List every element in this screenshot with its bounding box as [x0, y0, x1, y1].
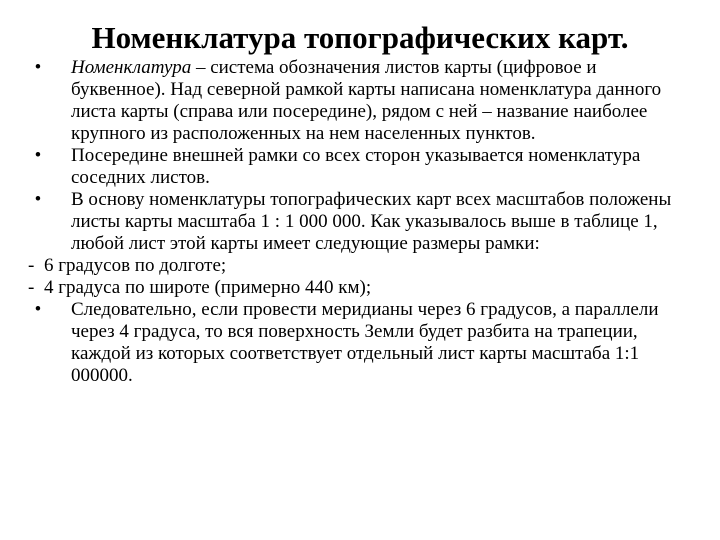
dash-text: 4 градуса по широте (примерно 440 км);: [44, 277, 372, 298]
bullet-text: – система обозначения листов карты (цифровое и буквенное). Над северной рамкой карты написана номенклатура данного листа карты (справа или посередине), рядом с ней – название наиболее крупного из расположенных на нем населенных пунктов.: [71, 57, 662, 144]
bullet-icon: •: [34, 189, 42, 210]
dash-marker: -: [28, 277, 35, 298]
bullet-text: Посередине внешней рамки со всех сторон указывается номенклатура соседних листов.: [71, 145, 641, 188]
bullet-icon: •: [34, 145, 42, 166]
dash-text: 6 градусов по долготе;: [44, 255, 227, 276]
slide-content: [28, 57, 688, 387]
bullet-icon: •: [34, 57, 42, 78]
bullet-item-basis-scale: [28, 189, 688, 255]
dash-marker: -: [28, 255, 35, 276]
bullet-text: В основу номенклатуры топографических карт всех масштабов положены листы карты масштаба 1 : 1 000 000. Как указывалось выше в таблице 1, любой лист этой карты имеет следующие размеры рамки:: [71, 189, 672, 254]
dash-item-latitude: [28, 277, 688, 299]
dash-item-longitude: [28, 255, 688, 277]
slide-title: Номенклатура топографических карт.: [91, 20, 629, 55]
bullet-icon: •: [34, 299, 42, 320]
bullet-item-nomenclature-definition: [28, 57, 688, 145]
bullet-text: Следовательно, если провести меридианы через 6 градусов, а параллели через 4 градуса, то вся поверхность Земли будет разбита на трапеции, каждой из которых соответствует отдельный лист карты масштаба 1:1 000000.: [71, 299, 659, 386]
bullet-item-trapezoids: [28, 299, 688, 387]
term-nomenclature: Номенклатура: [71, 57, 192, 78]
bullet-item-neighbor-sheets: [28, 145, 688, 189]
